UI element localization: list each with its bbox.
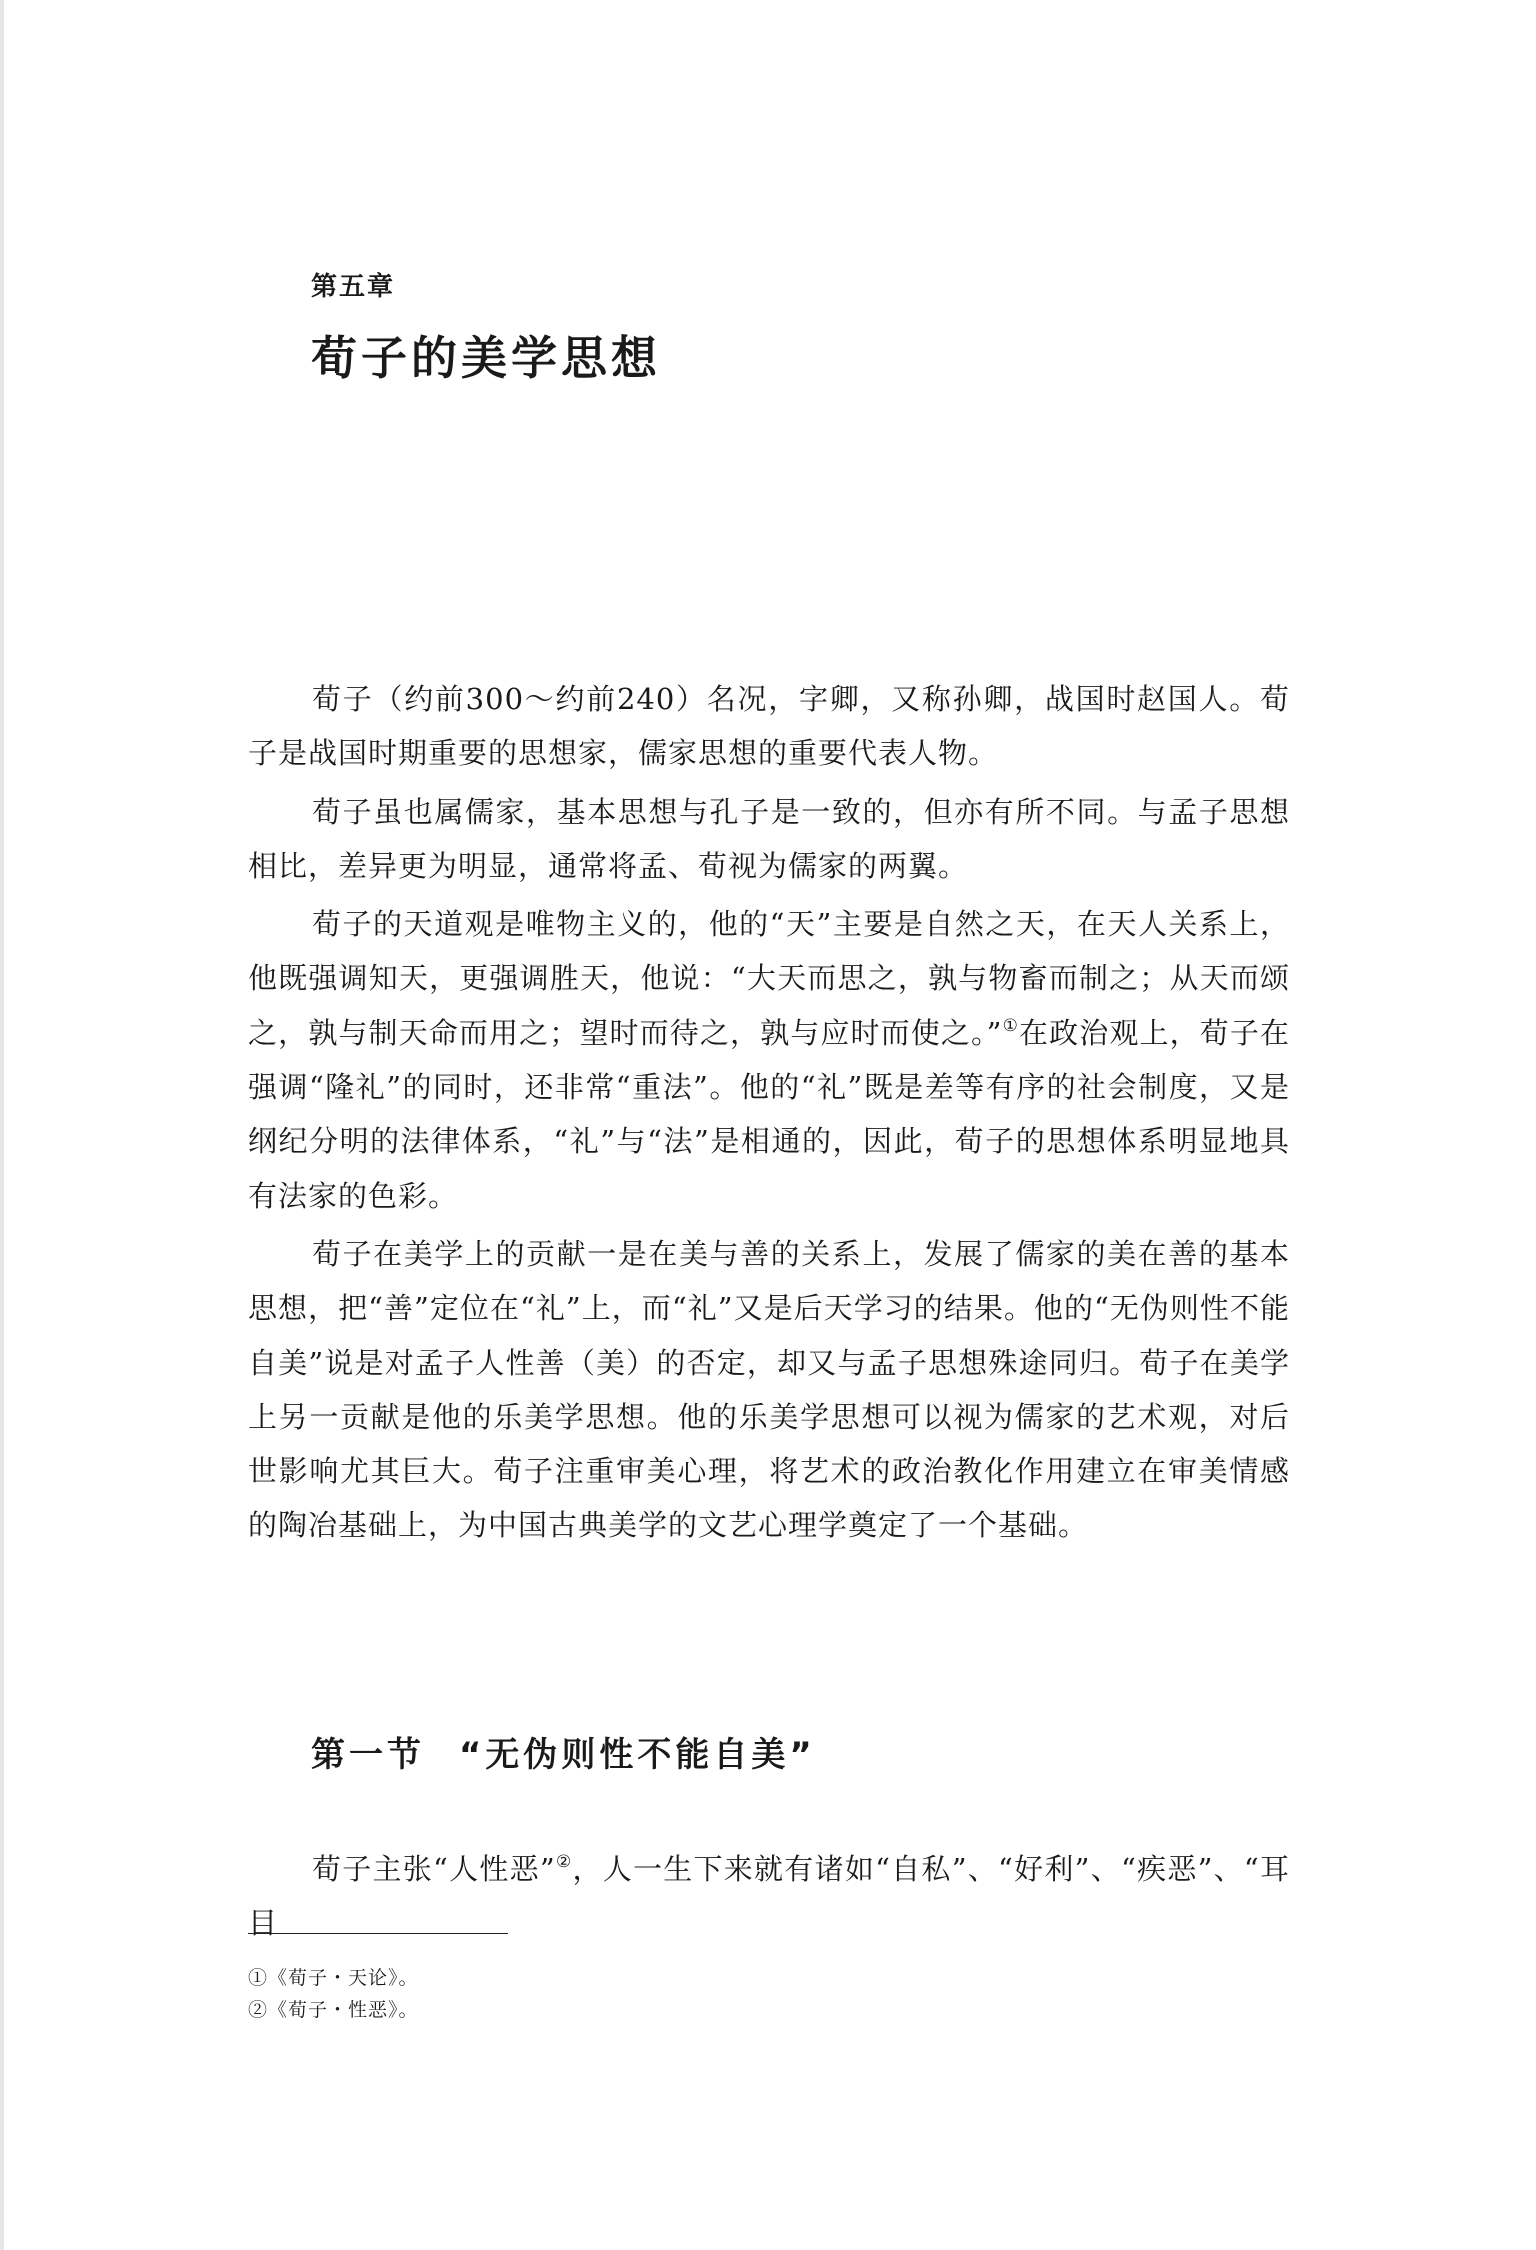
paragraph-text: 荀子的天道观是唯物主义的，他的“天”主要是自然之天，在天人关系上，他既强调知天，更强调胜天，他说：“大天而思之，孰与物畜而制之；从天而颂之，孰与制天命而用之；望时而待之，孰与应时而使之。” [248, 907, 1290, 1050]
section-body [248, 1842, 1290, 1955]
section-number: 第一节 [311, 1735, 425, 1775]
footnote-ref-1[interactable]: ① [1002, 1015, 1019, 1036]
footnote-1 [248, 1962, 419, 1994]
footnote-2 [248, 1994, 419, 2026]
paragraph-confucian: 荀子虽也属儒家，基本思想与孔子是一致的，但亦有所不同。与孟子思想相比，差异更为明显，通常将孟、荀视为儒家的两翼。 [248, 794, 1290, 883]
footnote-divider [248, 1933, 508, 1934]
chapter-title: 荀子的美学思想 [311, 331, 661, 385]
paragraph-text: 在政治观上，荀子在强调“隆礼”的同时，还非常“重法”。他的“礼”既是差等有序的社会制度，又是纲纪分明的法律体系，“礼”与“法”是相通的，因此，荀子的思想体系明显地具有法家的色彩。 [248, 1015, 1290, 1213]
paragraph-intro: 荀子（约前300～约前240）名况，字卿，又称孙卿，战国时赵国人。荀子是战国时期重要的思想家，儒家思想的重要代表人物。 [248, 682, 1290, 771]
paragraph-aesthetics: 荀子在美学上的贡献一是在美与善的关系上，发展了儒家的美在善的基本思想，把“善”定位在“礼”上，而“礼”又是后天学习的结果。他的“无伪则性不能自美”说是对孟子人性善（美）的否定，却又与孟子思想殊途同归。荀子在美学上另一贡献是他的乐美学思想。他的乐美学思想可以视为儒家的艺术观，对后世影响尤其巨大。荀子注重审美心理，将艺术的政治教化作用建立在审美情感的陶冶基础上，为中国古典美学的文艺心理学奠定了一个基础。 [248, 1236, 1290, 1543]
footnotes [248, 1962, 419, 2026]
section-heading [311, 1727, 816, 1776]
footnote-text: 《荀子・性恶》。 [268, 1999, 419, 2021]
page-edge [0, 0, 4, 2250]
footnote-ref-2[interactable]: ② [555, 1852, 573, 1872]
footnote-text: 《荀子・天论》。 [268, 1967, 419, 1989]
footnote-marker: ① [248, 1967, 269, 1989]
paragraph-text: ，人一生下来就有诸如“自私”、“好利”、“疾恶”、“耳目 [248, 1852, 1291, 1941]
footnote-marker: ② [248, 1999, 269, 2021]
section-title: “无伪则性不能自美” [459, 1735, 816, 1775]
chapter-label: 第五章 [311, 272, 396, 302]
body-text [248, 672, 1290, 1557]
paragraph-heaven-view [248, 897, 1290, 1223]
paragraph-text: 荀子主张“人性恶” [312, 1852, 556, 1886]
paragraph-human-nature [248, 1842, 1290, 1951]
